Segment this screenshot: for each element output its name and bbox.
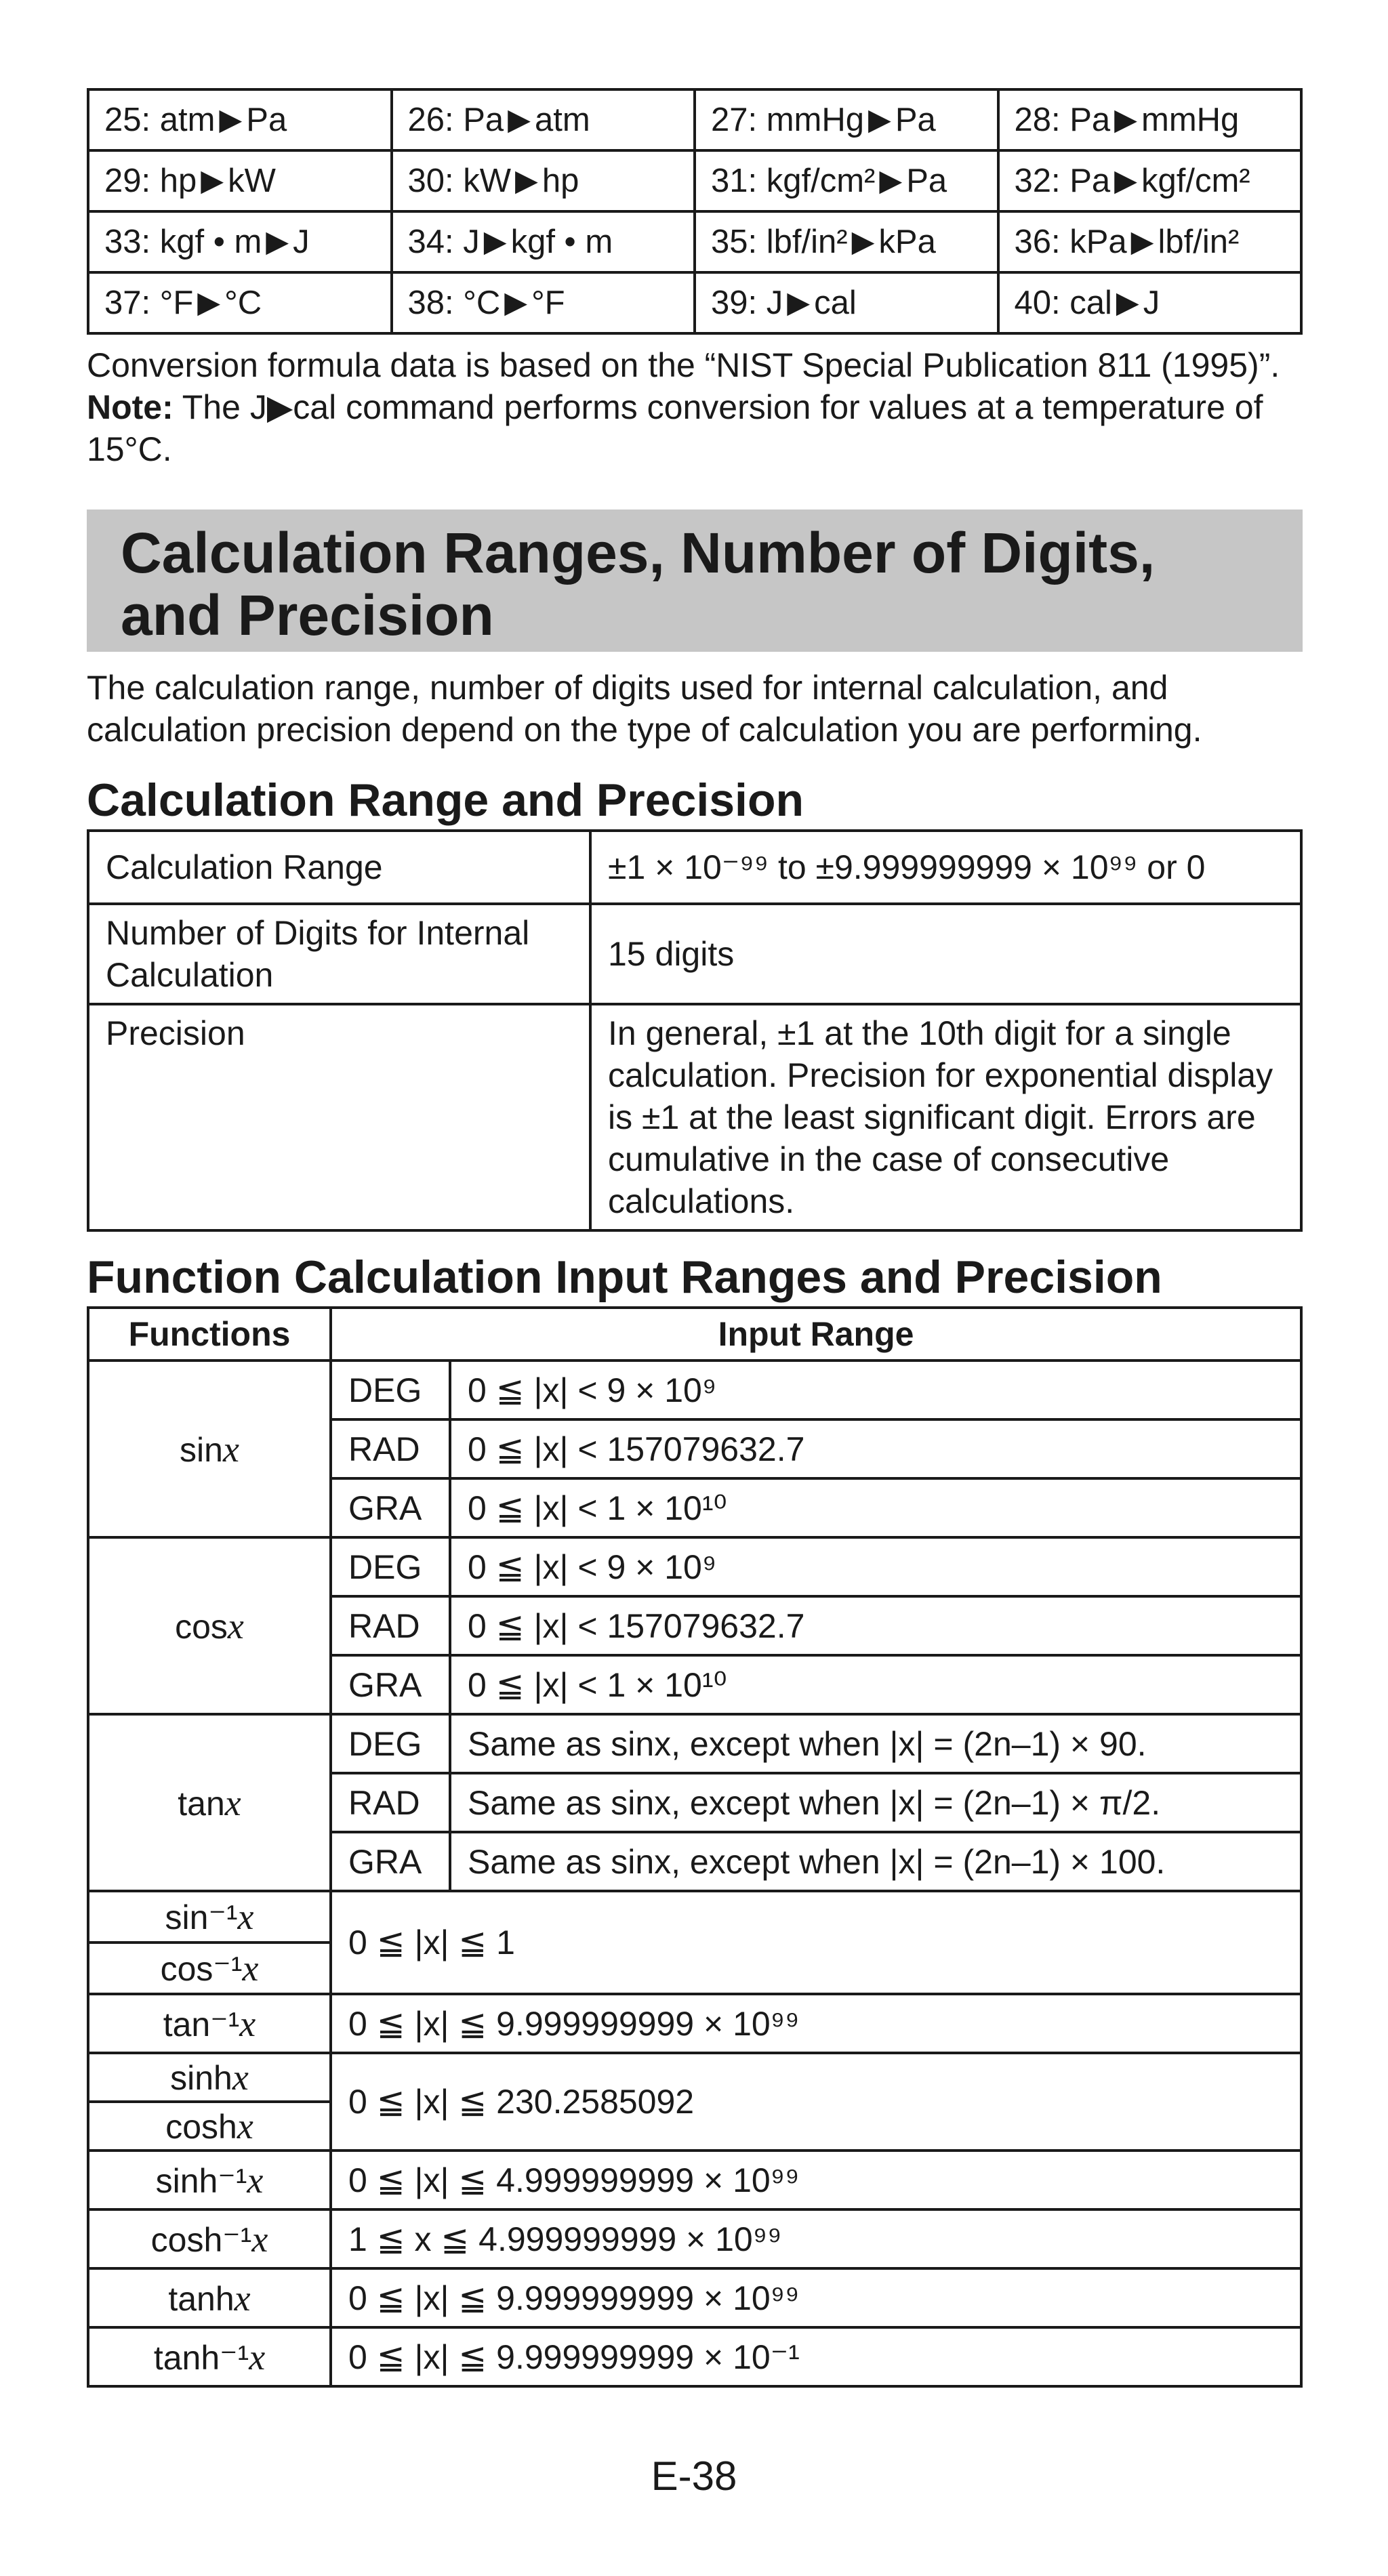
arrow-icon: ▶	[851, 225, 875, 258]
conversion-cell: 30: kW ▶ hp	[392, 150, 695, 211]
table-row	[88, 1714, 1301, 1773]
input-range: 0 ≦ |x| < 157079632.7	[450, 1596, 1301, 1655]
input-range: 1 ≦ x ≦ 4.999999999 × 10⁹⁹	[331, 2209, 1301, 2268]
table-row	[88, 904, 1301, 1004]
column-header-functions: Functions	[88, 1308, 331, 1360]
mode-rad: RAD	[331, 1596, 450, 1655]
conversion-cell: 32: Pa ▶ kgf/cm²	[998, 150, 1302, 211]
input-range: 0 ≦ |x| ≦ 9.999999999 × 10⁹⁹	[331, 1994, 1301, 2053]
arrow-icon: ▶	[868, 103, 891, 136]
arrow-icon: ▶	[508, 103, 531, 136]
arrow-icon: ▶	[266, 225, 289, 258]
conversion-cell: 29: hp ▶ kW	[88, 150, 392, 211]
table-row	[88, 2209, 1301, 2268]
input-range: 0 ≦ |x| < 9 × 10⁹	[450, 1360, 1301, 1419]
mode-rad: RAD	[331, 1419, 450, 1478]
mode-deg: DEG	[331, 1537, 450, 1596]
function-acos: cos⁻¹x	[88, 1943, 331, 1994]
table-row	[88, 1994, 1301, 2053]
row-label: Number of Digits for Internal Calculation	[88, 904, 590, 1004]
table-row	[88, 1004, 1301, 1230]
conversion-cell: 37: °F ▶ °C	[88, 272, 392, 333]
table-row	[88, 2327, 1301, 2386]
arrow-icon: ▶	[1114, 103, 1138, 136]
function-atan: tan⁻¹x	[88, 1994, 331, 2053]
arrow-icon: ▶	[219, 103, 243, 136]
table-row	[88, 1360, 1301, 1419]
table-row	[88, 2268, 1301, 2327]
input-range: Same as sinx, except when |x| = (2n–1) × π/2.	[450, 1773, 1301, 1832]
arrow-icon: ▶	[1114, 164, 1138, 197]
mode-rad: RAD	[331, 1773, 450, 1832]
table-row	[88, 211, 1301, 272]
function-sinh: sinhx	[88, 2053, 331, 2102]
function-atanh: tanh⁻¹x	[88, 2327, 331, 2386]
input-range: 0 ≦ |x| < 1 × 10¹⁰	[450, 1655, 1301, 1714]
range-precision-table	[87, 829, 1303, 1232]
conversion-cell: 33: kgf • m ▶ J	[88, 211, 392, 272]
arrow-icon: ▶	[483, 225, 507, 258]
arrow-icon: ▶	[201, 164, 224, 197]
input-range: 0 ≦ |x| ≦ 9.999999999 × 10⁹⁹	[331, 2268, 1301, 2327]
function-sin: sinx	[88, 1360, 331, 1537]
table-row	[88, 89, 1301, 150]
mode-gra: GRA	[331, 1655, 450, 1714]
row-value: ±1 × 10⁻⁹⁹ to ±9.999999999 × 10⁹⁹ or 0	[590, 831, 1301, 904]
table-row	[88, 831, 1301, 904]
mode-deg: DEG	[331, 1714, 450, 1773]
function-cos: cosx	[88, 1537, 331, 1714]
row-label: Precision	[88, 1004, 590, 1230]
conversion-cell: 35: lbf/in² ▶ kPa	[695, 211, 998, 272]
function-tan: tanx	[88, 1714, 331, 1891]
mode-deg: DEG	[331, 1360, 450, 1419]
table-row	[88, 150, 1301, 211]
note-paragraph	[87, 386, 1303, 470]
arrow-icon: ▶	[879, 164, 903, 197]
note-text: The J▶cal command performs conversion for values at a temperature of 15°C.	[87, 388, 1263, 468]
section-intro: The calculation range, number of digits used for internal calculation, and calculation precision depend on the type of calculation you are performing.	[87, 669, 1202, 749]
input-range: 0 ≦ |x| < 157079632.7	[450, 1419, 1301, 1478]
section-title-banner	[87, 510, 1303, 652]
conversion-source-note: Conversion formula data is based on the “NIST Special Publication 811 (1995)”.	[87, 346, 1280, 384]
arrow-icon: ▶	[1130, 225, 1154, 258]
page-number: E-38	[651, 2453, 737, 2499]
conversion-cell: 27: mmHg ▶ Pa	[695, 89, 998, 150]
input-range: 0 ≦ |x| ≦ 4.999999999 × 10⁹⁹	[331, 2151, 1301, 2209]
manual-page	[87, 88, 1303, 2388]
arrow-icon: ▶	[1116, 286, 1139, 319]
input-range: 0 ≦ |x| ≦ 230.2585092	[331, 2053, 1301, 2151]
input-range: Same as sinx, except when |x| = (2n–1) × 90.	[450, 1714, 1301, 1773]
table-row	[88, 1891, 1301, 1943]
row-label: Calculation Range	[88, 831, 590, 904]
table-row	[88, 1537, 1301, 1596]
mode-gra: GRA	[331, 1832, 450, 1891]
conversion-cell: 26: Pa ▶ atm	[392, 89, 695, 150]
function-tanh: tanhx	[88, 2268, 331, 2327]
conversion-cell: 31: kgf/cm² ▶ Pa	[695, 150, 998, 211]
function-asinh: sinh⁻¹x	[88, 2151, 331, 2209]
arrow-icon: ▶	[504, 286, 528, 319]
section-title-line: and Precision	[121, 583, 494, 647]
conversion-cell: 36: kPa ▶ lbf/in²	[998, 211, 1302, 272]
mode-gra: GRA	[331, 1478, 450, 1537]
input-range: 0 ≦ |x| < 1 × 10¹⁰	[450, 1478, 1301, 1537]
conversion-cell: 40: cal ▶ J	[998, 272, 1302, 333]
section-title-line: Calculation Ranges, Number of Digits,	[121, 521, 1156, 585]
arrow-icon: ▶	[787, 286, 811, 319]
arrow-icon: ▶	[514, 164, 538, 197]
table-header-row	[88, 1308, 1301, 1360]
conversion-cell: 39: J ▶ cal	[695, 272, 998, 333]
range-precision-heading: Calculation Range and Precision	[87, 774, 804, 826]
input-range: 0 ≦ |x| ≦ 9.999999999 × 10⁻¹	[331, 2327, 1301, 2386]
function-input-range-table	[87, 1306, 1303, 2388]
note-label: Note:	[87, 388, 174, 426]
column-header-input-range: Input Range	[331, 1308, 1301, 1360]
table-row	[88, 2053, 1301, 2102]
input-range: Same as sinx, except when |x| = (2n–1) × 100.	[450, 1832, 1301, 1891]
conversion-cell: 34: J ▶ kgf • m	[392, 211, 695, 272]
table-row	[88, 272, 1301, 333]
table-row	[88, 2151, 1301, 2209]
function-asin: sin⁻¹x	[88, 1891, 331, 1943]
row-value: In general, ±1 at the 10th digit for a single calculation. Precision for exponential display is ±1 at the least significant digit. Errors are cumulative in the case of consecutive calculations.	[590, 1004, 1301, 1230]
unit-conversion-table	[87, 88, 1303, 335]
function-acosh: cosh⁻¹x	[88, 2209, 331, 2268]
row-value: 15 digits	[590, 904, 1301, 1004]
function-cosh: coshx	[88, 2102, 331, 2151]
arrow-icon: ▶	[197, 286, 221, 319]
conversion-cell: 28: Pa ▶ mmHg	[998, 89, 1302, 150]
conversion-cell: 25: atm ▶ Pa	[88, 89, 392, 150]
conversion-cell: 38: °C ▶ °F	[392, 272, 695, 333]
input-range: 0 ≦ |x| < 9 × 10⁹	[450, 1537, 1301, 1596]
input-range: 0 ≦ |x| ≦ 1	[331, 1891, 1301, 1994]
function-ranges-heading: Function Calculation Input Ranges and Precision	[87, 1251, 1162, 1303]
